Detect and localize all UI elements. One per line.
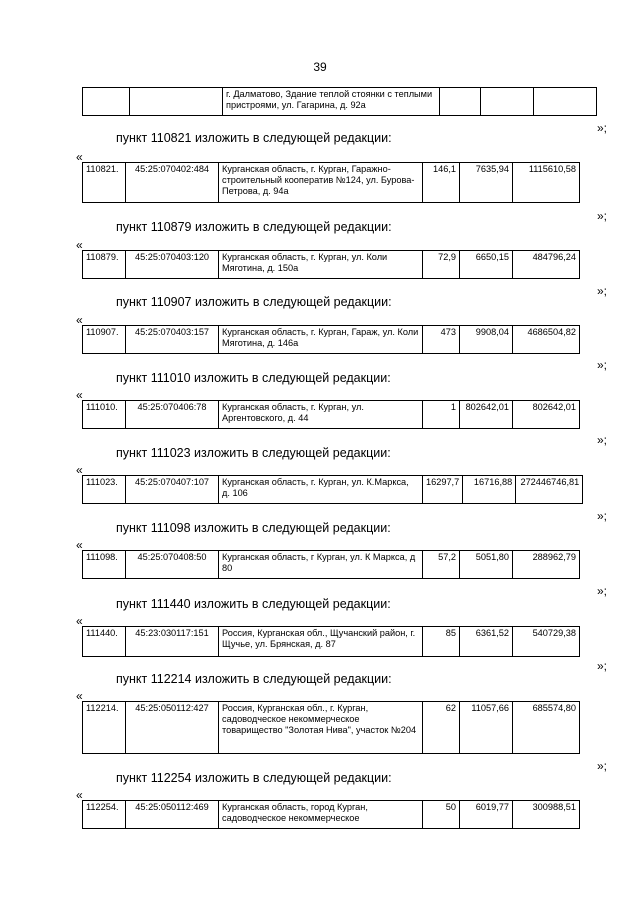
amendment-heading: пункт 111010 изложить в следующей редакции:	[116, 371, 391, 385]
area: 57,2	[423, 551, 460, 579]
open-quote: «	[76, 614, 83, 628]
open-quote: «	[76, 689, 83, 703]
address: Россия, Курганская обл., г. Курган, садоводческое некоммерческое товарищество "Золотая Нива", участок №204	[219, 702, 423, 754]
row-number: 110879.	[83, 251, 126, 279]
amendment-heading: пункт 110821 изложить в следующей редакции:	[116, 131, 392, 145]
area: 62	[423, 702, 460, 754]
address: Курганская область, г. Курган, ул. Коли Мяготина, д. 150а	[219, 251, 423, 279]
address: Россия, Курганская обл., Щучанский район, г. Щучье, ул. Брянская, д. 87	[219, 627, 423, 657]
cadastral-number: 45:25:070403:120	[126, 251, 219, 279]
price: 5051,80	[460, 551, 513, 579]
table-cell	[130, 88, 223, 116]
amendment-table	[82, 250, 580, 279]
continuation-table	[82, 87, 597, 116]
row-number: 111010.	[83, 401, 126, 429]
area: 72,9	[423, 251, 460, 279]
close-quote: »;	[597, 209, 608, 223]
amendment-heading: пункт 111440 изложить в следующей редакции:	[116, 597, 391, 611]
close-quote: »;	[597, 284, 608, 298]
open-quote: «	[76, 150, 83, 164]
cadastral-number: 45:23:030117:151	[126, 627, 219, 657]
total: 300988,51	[513, 801, 580, 829]
close-quote: »;	[597, 584, 608, 598]
table-row	[83, 251, 580, 279]
close-quote: »;	[597, 358, 608, 372]
row-number: 111098.	[83, 551, 126, 579]
area: 16297,7	[423, 476, 463, 504]
open-quote: «	[76, 313, 83, 327]
close-quote: »;	[597, 759, 608, 773]
price: 802642,01	[460, 401, 513, 429]
table-row	[83, 476, 583, 504]
row-number: 111023.	[83, 476, 126, 504]
row-number: 110907.	[83, 326, 126, 354]
address: Курганская область, г. Курган, ул. Аргентовского, д. 44	[219, 401, 423, 429]
amendment-heading: пункт 111098 изложить в следующей редакции:	[116, 521, 391, 535]
price: 16716,88	[463, 476, 516, 504]
open-quote: «	[76, 238, 83, 252]
amendment-table	[82, 626, 580, 657]
close-quote: »;	[597, 121, 608, 135]
table-cell	[83, 88, 130, 116]
total: 272446746,81	[516, 476, 583, 504]
address-cell: г. Далматово, Здание теплой стоянки с теплыми пристроями, ул. Гагарина, д. 92а	[223, 88, 440, 116]
price: 6650,15	[460, 251, 513, 279]
address: Курганская область, г. Курган, ул. К.Маркса, д. 106	[219, 476, 423, 504]
row-number: 110821.	[83, 163, 126, 203]
table-cell	[534, 88, 597, 116]
table-cell	[481, 88, 534, 116]
table-row	[83, 627, 580, 657]
total: 288962,79	[513, 551, 580, 579]
amendment-table	[82, 325, 580, 354]
amendment-table	[82, 800, 580, 829]
table-row	[83, 326, 580, 354]
area: 50	[423, 801, 460, 829]
cadastral-number: 45:25:070406:78	[126, 401, 219, 429]
open-quote: «	[76, 463, 83, 477]
cadastral-number: 45:25:070407:107	[126, 476, 219, 504]
area: 473	[423, 326, 460, 354]
row-number: 111440.	[83, 627, 126, 657]
amendment-table	[82, 162, 580, 203]
address: Курганская область, г. Курган, Гаражно-строительный кооператив №124, ул. Бурова-Петрова, д. 94а	[219, 163, 423, 203]
total: 540729,38	[513, 627, 580, 657]
area: 146,1	[423, 163, 460, 203]
amendment-heading: пункт 110907 изложить в следующей редакции:	[116, 295, 392, 309]
total: 802642,01	[513, 401, 580, 429]
address: Курганская область, г Курган, ул. К Маркса, д 80	[219, 551, 423, 579]
amendment-heading: пункт 111023 изложить в следующей редакции:	[116, 446, 391, 460]
close-quote: »;	[597, 433, 608, 447]
table-cell	[440, 88, 481, 116]
price: 6019,77	[460, 801, 513, 829]
price: 11057,66	[460, 702, 513, 754]
table-row	[83, 551, 580, 579]
open-quote: «	[76, 388, 83, 402]
row-number: 112214.	[83, 702, 126, 754]
close-quote: »;	[597, 509, 608, 523]
amendment-table	[82, 400, 580, 429]
amendment-table	[82, 475, 583, 504]
address: Курганская область, г. Курган, Гараж, ул. Коли Мяготина, д. 146а	[219, 326, 423, 354]
table-row	[83, 401, 580, 429]
amendment-table	[82, 550, 580, 579]
area: 85	[423, 627, 460, 657]
address: Курганская область, город Курган, садоводческое некоммерческое	[219, 801, 423, 829]
amendment-heading: пункт 112214 изложить в следующей редакции:	[116, 672, 392, 686]
row-number: 112254.	[83, 801, 126, 829]
cadastral-number: 45:25:050112:469	[126, 801, 219, 829]
price: 6361,52	[460, 627, 513, 657]
cadastral-number: 45:25:070403:157	[126, 326, 219, 354]
cadastral-number: 45:25:050112:427	[126, 702, 219, 754]
total: 4686504,82	[513, 326, 580, 354]
page-number: 39	[313, 60, 327, 74]
cadastral-number: 45:25:070402:484	[126, 163, 219, 203]
amendment-heading: пункт 112254 изложить в следующей редакции:	[116, 771, 392, 785]
open-quote: «	[76, 538, 83, 552]
total: 685574,80	[513, 702, 580, 754]
cadastral-number: 45:25:070408:50	[126, 551, 219, 579]
price: 7635,94	[460, 163, 513, 203]
area: 1	[423, 401, 460, 429]
table-row	[83, 702, 580, 754]
open-quote: «	[76, 788, 83, 802]
table-row	[83, 801, 580, 829]
amendment-table	[82, 701, 580, 754]
total: 1115610,58	[513, 163, 580, 203]
table-row	[83, 163, 580, 203]
price: 9908,04	[460, 326, 513, 354]
close-quote: »;	[597, 659, 608, 673]
amendment-heading: пункт 110879 изложить в следующей редакции:	[116, 220, 392, 234]
total: 484796,24	[513, 251, 580, 279]
